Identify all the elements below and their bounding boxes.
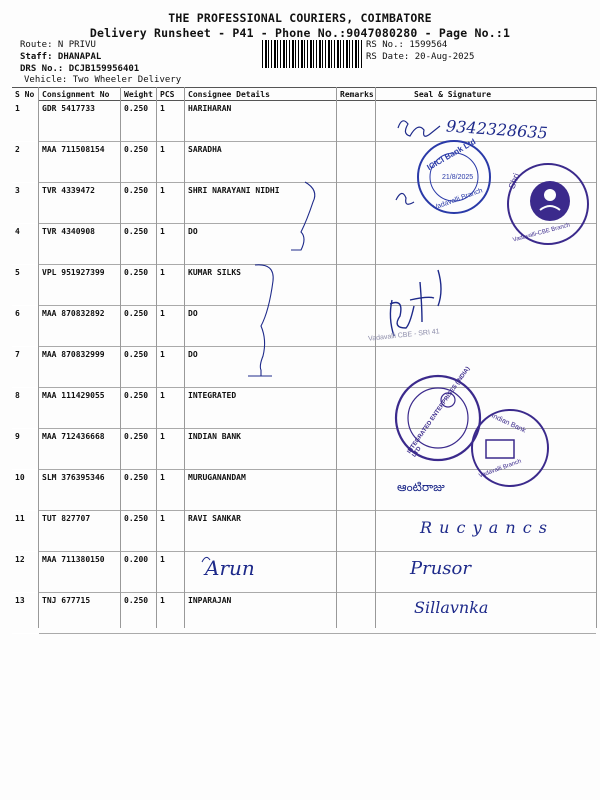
cell-sno: 3: [12, 183, 39, 224]
cell-weight: 0.250: [121, 347, 157, 388]
cell-remarks: [337, 101, 376, 142]
cell-sno: 6: [12, 306, 39, 347]
column-divider: [38, 87, 39, 628]
column-divider: [375, 87, 376, 628]
cell-consignment: MAA 111429055: [39, 388, 121, 429]
cell-consignment: TUT 827707: [39, 511, 121, 552]
cell-consignee: INDIAN BANK: [185, 429, 337, 470]
cell-sno: 7: [12, 347, 39, 388]
cell-consignee: RAVI SANKAR: [185, 511, 337, 552]
col-header-seal: Seal & Signature: [376, 88, 596, 101]
cell-pcs: 1: [157, 470, 185, 511]
cell-remarks: [337, 552, 376, 593]
cell-pcs: 1: [157, 101, 185, 142]
cell-weight: 0.250: [121, 306, 157, 347]
cell-pcs: 1: [157, 265, 185, 306]
cell-pcs: 1: [157, 429, 185, 470]
cell-remarks: [337, 224, 376, 265]
table-row: [12, 183, 596, 224]
signature-row11: R u c y a n c s: [420, 518, 548, 537]
handwritten-phone: 9342328635: [445, 116, 549, 143]
vehicle-label: Vehicle: Two Wheeler Delivery: [24, 75, 182, 85]
cell-weight: 0.250: [121, 388, 157, 429]
cell-weight: 0.250: [121, 511, 157, 552]
cell-weight: 0.250: [121, 429, 157, 470]
cell-sno: 13: [12, 593, 39, 634]
cell-consignment: GDR 5417733: [39, 101, 121, 142]
cell-consignment: VPL 951927399: [39, 265, 121, 306]
cell-pcs: 1: [157, 552, 185, 593]
col-header-weight: Weight: [121, 88, 157, 101]
cell-consignee: INPARAJAN: [185, 593, 337, 634]
cell-seal: [376, 388, 596, 429]
cell-consignment: MAA 711508154: [39, 142, 121, 183]
cell-sno: 8: [12, 388, 39, 429]
cell-consignment: SLM 376395346: [39, 470, 121, 511]
cell-seal: [376, 306, 596, 347]
cell-consignment: MAA 870832892: [39, 306, 121, 347]
cell-sno: 11: [12, 511, 39, 552]
icici-stamp-bottom: Vadavalli Branch: [432, 187, 484, 212]
cell-consignment: TNJ 677715: [39, 593, 121, 634]
faded-seal-line: Vadavalli CBE - SRI 41: [367, 328, 441, 343]
shri-stamp-bottom: Vadavalli-CBE Branch: [512, 222, 571, 244]
rs-no-label: RS No.: 1599564: [366, 40, 448, 50]
cell-remarks: [337, 183, 376, 224]
cell-remarks: [337, 593, 376, 634]
cell-consignee: DO: [185, 347, 337, 388]
cell-consignment: TVR 4339472: [39, 183, 121, 224]
cell-remarks: [337, 142, 376, 183]
table-row: [12, 142, 596, 183]
route-label: Route: N PRIVU: [20, 40, 96, 50]
signature-row13: Sillavnka: [414, 598, 489, 617]
cell-consignee: HARIHARAN: [185, 101, 337, 142]
cell-sno: 4: [12, 224, 39, 265]
cell-seal: [376, 552, 596, 593]
cell-remarks: [337, 511, 376, 552]
cell-seal: [376, 142, 596, 183]
cell-sno: 2: [12, 142, 39, 183]
cell-weight: 0.250: [121, 183, 157, 224]
cell-pcs: 1: [157, 347, 185, 388]
staff-label: Staff: DHANAPAL: [20, 52, 102, 62]
col-header-consignee: Consignee Details: [185, 88, 337, 101]
cell-sno: 1: [12, 101, 39, 142]
integrated-stamp-text: INTEGRATED ENTERPRISES (INDIA) LTD: [406, 365, 472, 459]
column-divider: [336, 87, 337, 628]
table-row: [12, 470, 596, 511]
cell-consignee: SHRI NARAYANI NIDHI: [185, 183, 337, 224]
table-row: [12, 552, 596, 593]
cell-consignment: MAA 711380150: [39, 552, 121, 593]
cell-pcs: 1: [157, 224, 185, 265]
table-row: [12, 224, 596, 265]
remark-row12: Arun: [205, 556, 255, 580]
cell-remarks: [337, 347, 376, 388]
cell-remarks: [337, 265, 376, 306]
cell-consignee: INTEGRATED: [185, 388, 337, 429]
cell-remarks: [337, 470, 376, 511]
cell-weight: 0.250: [121, 224, 157, 265]
signature-row12: Prusor: [410, 558, 471, 579]
runsheet-table: [12, 87, 596, 634]
icici-stamp-top: ICICI Bank Ltd: [425, 136, 478, 173]
cell-seal: [376, 265, 596, 306]
cell-pcs: 1: [157, 511, 185, 552]
cell-weight: 0.250: [121, 265, 157, 306]
table-header-row: [12, 88, 596, 101]
cell-seal: [376, 347, 596, 388]
cell-weight: 0.250: [121, 470, 157, 511]
cell-pcs: 1: [157, 388, 185, 429]
cell-sno: 10: [12, 470, 39, 511]
company-title: THE PROFESSIONAL COURIERS, COIMBATORE: [168, 11, 432, 25]
cell-consignee: SARADHA: [185, 142, 337, 183]
col-header-remarks: Remarks: [337, 88, 376, 101]
signature-row10: ఆంటిరాజు: [397, 480, 445, 494]
cell-consignment: MAA 712436668: [39, 429, 121, 470]
cell-sno: 9: [12, 429, 39, 470]
column-divider: [156, 87, 157, 628]
cell-consignee: MURUGANANDAM: [185, 470, 337, 511]
cell-weight: 0.200: [121, 552, 157, 593]
table-row: [12, 593, 596, 634]
cell-remarks: [337, 429, 376, 470]
table-row: [12, 347, 596, 388]
cell-seal: [376, 183, 596, 224]
cell-pcs: 1: [157, 593, 185, 634]
cell-weight: 0.250: [121, 142, 157, 183]
col-header-pcs: PCS: [157, 88, 185, 101]
table-row: [12, 265, 596, 306]
col-header-sno: S No: [12, 88, 39, 101]
indian-bank-stamp-bottom: Vadavalli Branch: [478, 458, 523, 480]
shri-stamp-text: Shri: [506, 171, 522, 191]
cell-consignment: TVR 4340908: [39, 224, 121, 265]
runsheet-subtitle: Delivery Runsheet - P41 - Phone No.:9047080280 - Page No.:1: [89, 26, 511, 40]
drs-label: DRS No.: DCJB159956401: [20, 64, 140, 74]
column-divider: [596, 87, 597, 628]
cell-weight: 0.250: [121, 593, 157, 634]
icici-stamp-date: 21/8/2025: [442, 174, 474, 181]
table-row: [12, 306, 596, 347]
cell-consignment: MAA 870832999: [39, 347, 121, 388]
cell-consignee: KUMAR SILKS: [185, 265, 337, 306]
cell-consignee: DO: [185, 306, 337, 347]
column-divider: [120, 87, 121, 628]
cell-pcs: 1: [157, 183, 185, 224]
cell-sno: 12: [12, 552, 39, 593]
barcode: [262, 40, 362, 68]
col-header-consignment: Consignment No: [39, 88, 121, 101]
cell-remarks: [337, 388, 376, 429]
cell-consignee: DO: [185, 224, 337, 265]
cell-sno: 5: [12, 265, 39, 306]
indian-bank-stamp-top: Indian Bank: [490, 412, 527, 435]
column-divider: [184, 87, 185, 628]
cell-pcs: 1: [157, 142, 185, 183]
cell-pcs: 1: [157, 306, 185, 347]
rs-date-label: RS Date: 20-Aug-2025: [366, 52, 475, 62]
cell-weight: 0.250: [121, 101, 157, 142]
